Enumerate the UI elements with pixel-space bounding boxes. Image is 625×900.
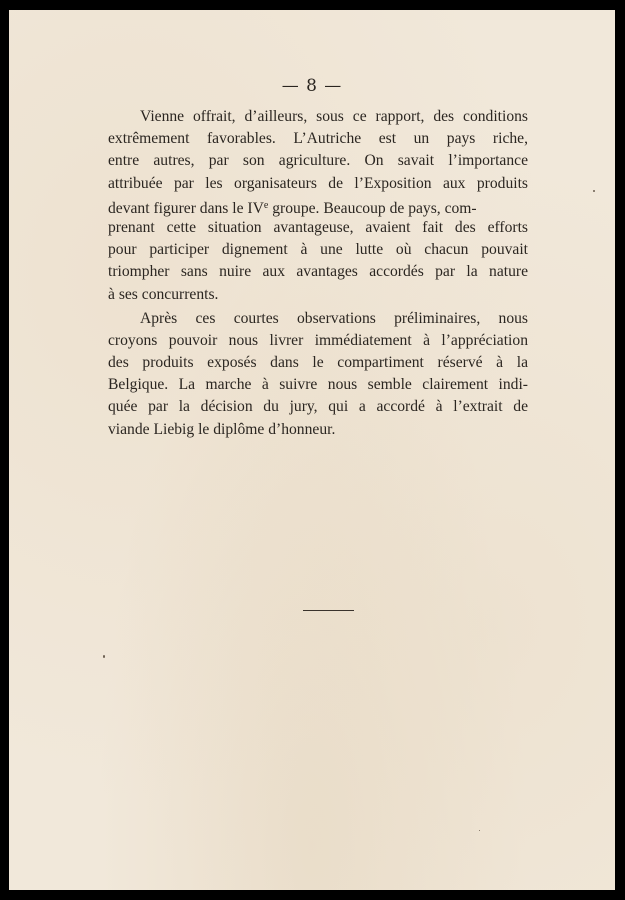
text-line-start: devant figurer dans le IV	[108, 199, 264, 217]
text-line: croyons pouvoir nous livrer immédiatement à l’appréciation	[108, 331, 528, 349]
text-line: prenant cette situation avantageuse, avaient fait des efforts	[108, 218, 528, 236]
text-line: entre autres, par son agriculture. On savait l’importance	[108, 152, 528, 170]
body-text	[108, 106, 528, 441]
paragraph-2	[108, 308, 528, 441]
text-line: Après ces courtes observations préliminaires, nous	[140, 309, 528, 327]
text-line: attribuée par les organisateurs de l’Exposition aux produits	[108, 174, 528, 192]
paragraph-1	[108, 106, 528, 306]
text-line	[108, 195, 528, 217]
paper-speck	[479, 830, 480, 831]
text-line: des produits exposés dans le compartiment réservé à la	[108, 354, 528, 372]
text-line: Vienne offrait, d’ailleurs, sous ce rapport, des conditions	[140, 108, 528, 125]
text-line: à ses concurrents.	[108, 285, 219, 303]
text-line: pour participer dignement à une lutte où chacun pouvait	[108, 241, 528, 259]
paper-speck	[593, 190, 595, 192]
page-number: — 8 —	[281, 76, 343, 96]
text-line: extrêmement favorables. L’Autriche est un pays riche,	[108, 130, 528, 148]
text-line: triompher sans nuire aux avantages accordés par la nature	[108, 263, 528, 281]
text-line: quée par la décision du jury, qui a accordé à l’extrait de	[108, 398, 528, 416]
text-line-end: groupe. Beaucoup de pays, com-	[268, 199, 477, 217]
section-rule	[303, 610, 354, 611]
text-line: Belgique. La marche à suivre nous semble clairement indi-	[108, 376, 528, 394]
superscript: e	[263, 199, 269, 211]
paper-speck	[103, 655, 105, 658]
text-line-part	[108, 195, 477, 217]
document-page	[9, 10, 615, 890]
text-line: viande Liebig le diplôme d’honneur.	[108, 420, 336, 438]
